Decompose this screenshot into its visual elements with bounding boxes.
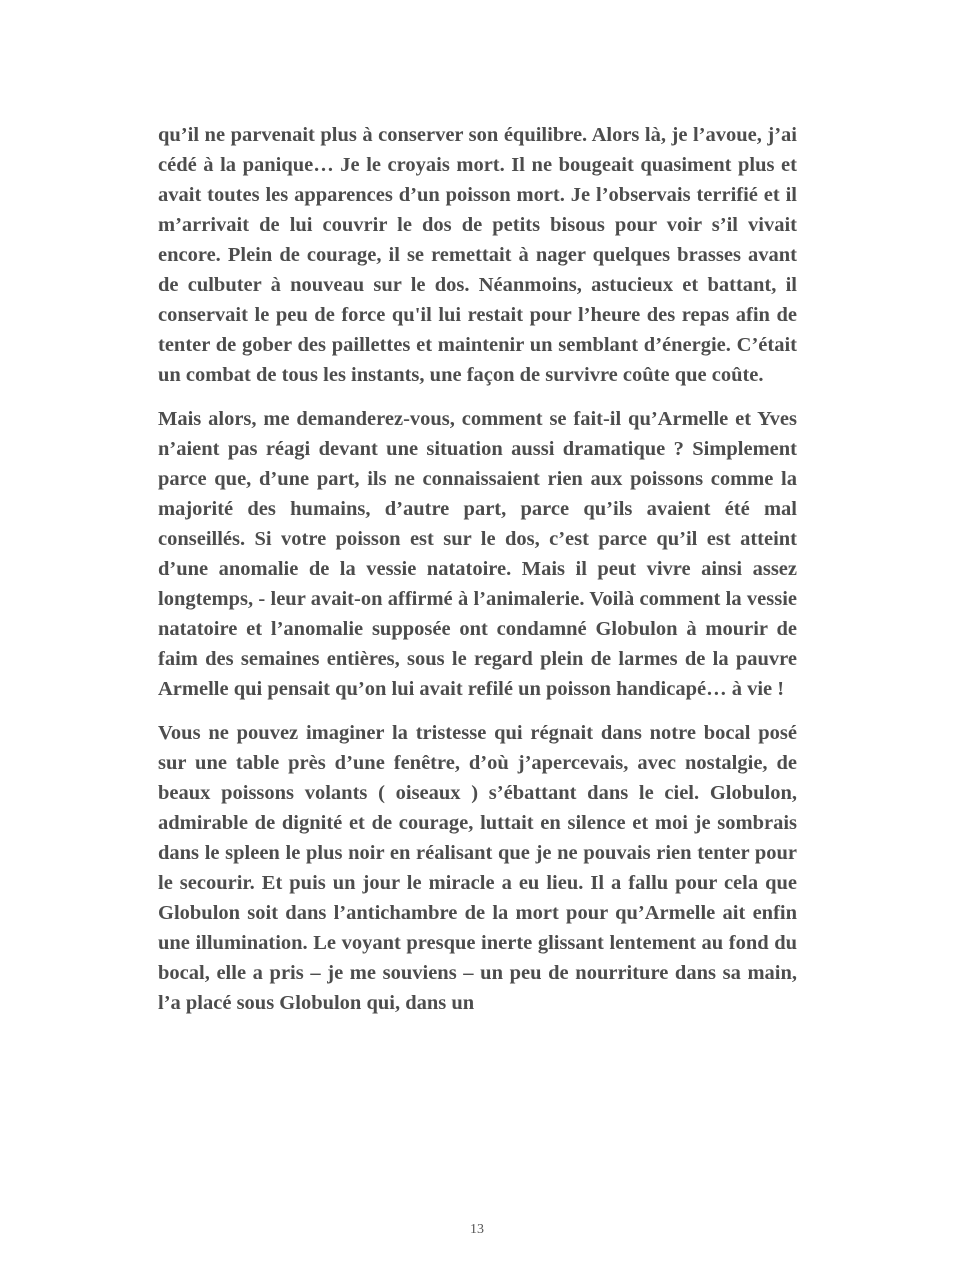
paragraph-2: Mais alors, me demanderez-vous, comment se fait-il qu’Armelle et Yves n’aient pas réagi devant une situation aussi dramatique ? Simplement parce que, d’une part, ils ne connaissaient rien aux poissons comme la majorité des humains, d’autre part, parce qu’ils avaient été mal conseillés. Si votre poisson est sur le dos, c’est parce qu’il est atteint d’une anomalie de la vessie natatoire. Mais il peut vivre ainsi assez longtemps, - leur avait-on affirmé à l’animalerie. Voilà comment la vessie natatoire et l’anomalie supposée ont condamné Globulon à mourir de faim des semaines entières, sous le regard plein de larmes de la pauvre Armelle qui pensait qu’on lui avait refilé un poisson handicapé… à vie ! xyxy=(158,408,797,700)
body-text xyxy=(158,120,797,1032)
paragraph-3: Vous ne pouvez imaginer la tristesse qui régnait dans notre bocal posé sur une table près d’une fenêtre, d’où j’apercevais, avec nostalgie, de beaux poissons volants ( oiseaux ) s’ébattant dans le ciel. Globulon, admirable de dignité et de courage, luttait en silence et moi je sombrais dans le spleen le plus noir en réalisant que je ne pouvais rien tenter pour le secourir. Et puis un jour le miracle a eu lieu. Il a fallu pour cela que Globulon soit dans l’antichambre de la mort pour qu’Armelle ait enfin une illumination. Le voyant presque inerte glissant lentement au fond du bocal, elle a pris – je me souviens – un peu de nourriture dans sa main, l’a placé sous Globulon qui, dans un xyxy=(158,722,797,1014)
paragraph-1: qu’il ne parvenait plus à conserver son équilibre. Alors là, je l’avoue, j’ai cédé à la panique… Je le croyais mort. Il ne bougeait quasiment plus et avait toutes les apparences d’un poisson mort. Je l’observais terrifié et il m’arrivait de lui couvrir le dos de petits bisous pour voir s’il vivait encore. Plein de courage, il se remettait à nager quelques brasses avant de culbuter à nouveau sur le dos. Néanmoins, astucieux et battant, il conservait le peu de force qu'il lui restait pour l’heure des repas afin de tenter de gober des paillettes et maintenir un semblant d’énergie. C’était un combat de tous les instants, une façon de survivre coûte que coûte. xyxy=(158,124,797,386)
page-number: 13 xyxy=(470,1222,484,1237)
